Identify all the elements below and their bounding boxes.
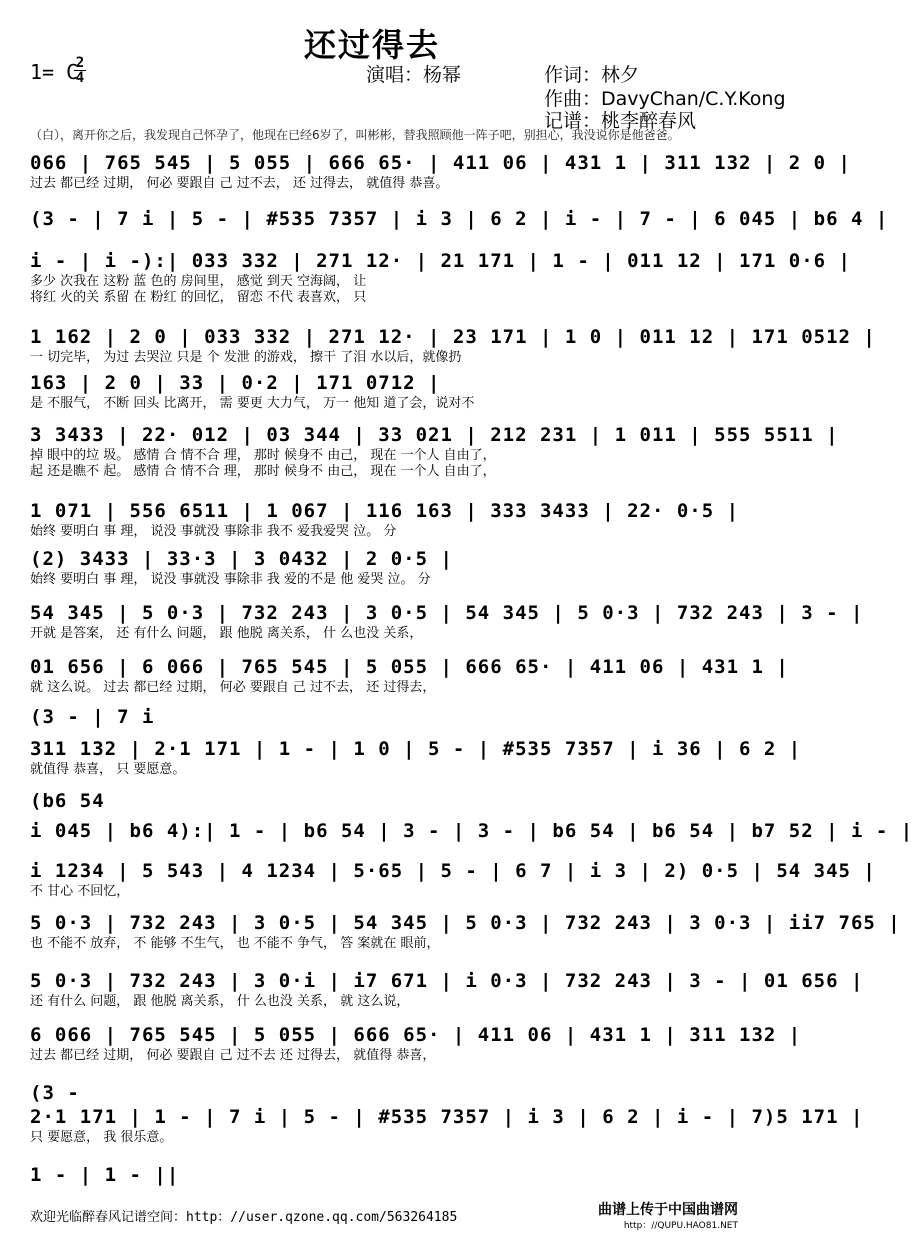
lyric-line: 也 不能不 放弃， 不 能够 不生气， 也 不能不 争气， 答 案就在 眼前，	[30, 936, 440, 951]
lyric-line: 始终 要明白 事 理， 说没 事就没 事除非 我 爱的不是 他 爱哭 泣。 分	[30, 572, 431, 587]
lyricist-credit: 作词：林夕	[544, 64, 640, 86]
lyric-line: 始终 要明白 事 理， 说没 事就没 事除非 我不 爱我爱哭 泣。 分	[30, 524, 397, 539]
notation-line: 5 0·3 | 732 243 | 3 0·5 | 54 345 | 5 0·3 | 732 243 | 3 0·3 | ii7 765 |	[30, 912, 901, 934]
lyric-line: 过去 都已经 过期， 何必 要跟自 己 过不去， 还 过得去， 就值得 恭喜。	[30, 176, 449, 191]
lyric-line: 过去 都已经 过期， 何必 要跟自 己 过不去 还 过得去， 就值得 恭喜，	[30, 1048, 436, 1063]
watermark	[598, 1202, 738, 1234]
lyric-line: 只 要愿意， 我 很乐意。	[30, 1130, 173, 1145]
lyric-line: 多少 次我在 这粉 蓝 色的 房间里， 感觉 到天 空海阔， 让	[30, 274, 367, 289]
notation-line: i 1234 | 5 543 | 4 1234 | 5·65 | 5 - | 6 7 | i 3 | 2) 0·5 | 54 345 |	[30, 860, 876, 882]
time-signature	[74, 56, 86, 85]
lyric-line: 是 不服气， 不断 回头 比离开， 需 要更 大力气， 万一 他知 道了会，说对不	[30, 396, 475, 411]
notation-line: (b6 54	[30, 790, 105, 812]
notation-line: (2) 3433 | 33·3 | 3 0432 | 2 0·5 |	[30, 548, 453, 570]
time-signature-top: 2	[75, 55, 85, 71]
transcriber-credit: 记谱：桃李醉春风	[544, 110, 697, 132]
lyric-line: 就值得 恭喜， 只 要愿意。	[30, 762, 186, 777]
notation-line: i 045 | b6 4):| 1 - | b6 54 | 3 - | 3 - | b6 54 | b6 54 | b7 52 | i - |	[30, 820, 913, 842]
singer-credit: 演唱：杨幂	[366, 64, 462, 86]
lyric-line: 起 还是瞧不 起。 感情 合 情不合 理， 那时 候身不 由己， 现在 一个人 自由了，	[30, 464, 496, 479]
notation-line: (3 - | 7 i	[30, 706, 155, 728]
notation-line: 6 066 | 765 545 | 5 055 | 666 65· | 411 06 | 431 1 | 311 132 |	[30, 1024, 802, 1046]
notation-line: 163 | 2 0 | 33 | 0·2 | 171 0712 |	[30, 372, 441, 394]
notation-line: 1 162 | 2 0 | 033 332 | 271 12· | 23 171 | 1 0 | 011 12 | 171 0512 |	[30, 326, 876, 348]
notation-line: 01 656 | 6 066 | 765 545 | 5 055 | 666 65· | 411 06 | 431 1 |	[30, 656, 789, 678]
notation-line: i - | i -):| 033 332 | 271 12· | 21 171 | 1 - | 011 12 | 171 0·6 |	[30, 250, 851, 272]
watermark-url: http：//QUPU.HAO81.NET	[623, 1221, 738, 1231]
time-signature-bottom: 4	[75, 70, 85, 86]
notation-line: 2·1 171 | 1 - | 7 i | 5 - | #535 7357 | i 3 | 6 2 | i - | 7)5 171 |	[30, 1106, 864, 1128]
watermark-title: 曲谱上传于中国曲谱网	[598, 1202, 738, 1218]
notation-line: 1 - | 1 - ||	[30, 1164, 180, 1186]
lyric-line: 开就 是答案， 还 有什么 问题， 跟 他脱 离关系， 什 么也没 关系，	[30, 626, 423, 641]
notation-line: 3 3433 | 22· 012 | 03 344 | 33 021 | 212 231 | 1 011 | 555 5511 |	[30, 424, 839, 446]
notation-line: 066 | 765 545 | 5 055 | 666 65· | 411 06 | 431 1 | 311 132 | 2 0 |	[30, 152, 851, 174]
lyric-line: 不 甘心 不回忆，	[30, 884, 130, 899]
notation-line: (3 -	[30, 1082, 80, 1104]
song-title: 还过得去	[303, 26, 440, 64]
notation-line: 54 345 | 5 0·3 | 732 243 | 3 0·5 | 54 345 | 5 0·3 | 732 243 | 3 - |	[30, 602, 864, 624]
key-signature: 1= C	[30, 60, 79, 84]
lyric-line: 掉 眼中的垃 圾。 感情 合 情不合 理， 那时 候身不 由己， 现在 一个人 自由了，	[30, 448, 496, 463]
composer-credit-text: 作曲：DavyChan/C.Y.Kong	[544, 88, 786, 110]
lyric-line: 一 切完毕， 为过 去哭泣 只是 个 发泄 的游戏， 擦干 了泪 水以后，就像扔	[30, 350, 462, 365]
notation-line: 1 071 | 556 6511 | 1 067 | 116 163 | 333 3433 | 22· 0·5 |	[30, 500, 740, 522]
lyric-line: 就 这么说。 过去 都已经 过期， 何必 要跟自 己 过不去， 还 过得去，	[30, 680, 436, 695]
spoken-prelude: （白），离开你之后，我发现自己怀孕了，他现在已经6岁了，叫彬彬，替我照顾他一阵子吧，别担心，我没说你是他爸爸。	[30, 128, 680, 142]
footer-link-text: 欢迎光临醉春风记谱空间：http：//user.qzone.qq.com/563264185	[30, 1210, 458, 1225]
notation-line: 5 0·3 | 732 243 | 3 0·i | i7 671 | i 0·3 | 732 243 | 3 - | 01 656 |	[30, 970, 864, 992]
lyric-line: 还 有什么 问题， 跟 他脱 离关系， 什 么也没 关系， 就 这么说，	[30, 994, 410, 1009]
notation-line: 311 132 | 2·1 171 | 1 - | 1 0 | 5 - | #535 7357 | i 36 | 6 2 |	[30, 738, 802, 760]
notation-line: (3 - | 7 i | 5 - | #535 7357 | i 3 | 6 2 | i - | 7 - | 6 045 | b6 4 |	[30, 208, 889, 230]
lyric-line: 将红 火的关 系留 在 粉红 的回忆， 留恋 不代 表喜欢， 只	[30, 290, 367, 305]
